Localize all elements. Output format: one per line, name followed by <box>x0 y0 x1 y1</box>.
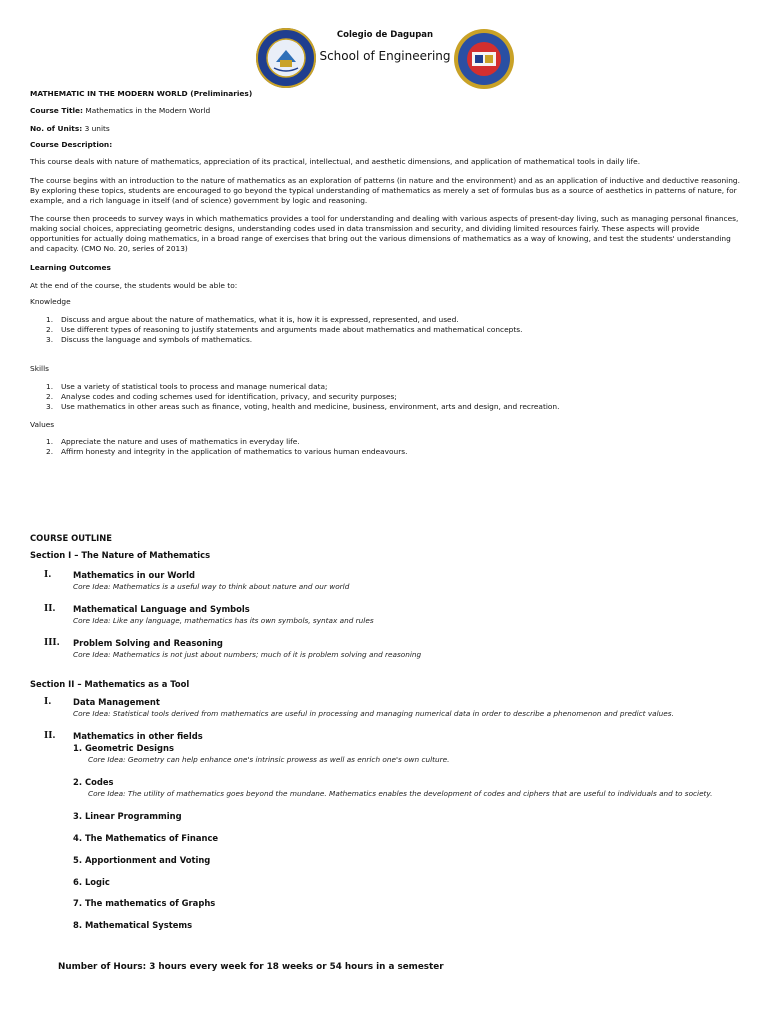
list-item: 3. Discuss the language and symbols of mathematics. <box>46 335 253 344</box>
skills-list <box>30 382 730 412</box>
topic-title: Problem Solving and Reasoning <box>73 638 223 648</box>
list-item: 1. Use a variety of statistical tools to process and manage numerical data; <box>46 382 328 391</box>
list-item: 2. Analyse codes and coding schemes used for identification, privacy, and security purposes; <box>46 392 397 401</box>
course-description-paragraph-3: The course then proceeds to survey ways in which mathematics provides a tool for understanding and dealing with various aspects of present-day living, such as managing personal finances, making social choices, appreciating geometric designs, understanding codes used in data transmission and security, and dividing limited resources fairly. These aspects will provide opportunities for actually doing mathematics, in a broad range of exercises that bring out the various dimensions of mathematics as a way of knowing, and test the students' understanding and capacity. (CMO No. 20, series of 2013) <box>30 214 739 253</box>
course-description-paragraph-1: This course deals with nature of mathematics, appreciation of its practical, intellectual, and aesthetic dimensions, and application of mathematical tools in daily life. <box>30 157 641 166</box>
learning-outcomes-heading: Learning Outcomes <box>30 263 111 272</box>
school-name: School of Engineering <box>319 49 451 63</box>
section-1-title: Section I – The Nature of Mathematics <box>30 550 211 560</box>
topic-title: Mathematics in other fields <box>73 731 203 741</box>
course-description-paragraph-2: The course begins with an introduction to the nature of mathematics as an exploration of patterns (in nature and the environment) and as an application of inductive and deductive reasoning. By exploring these topics, students are encouraged to go beyond the typical understanding of mathematics as merely a set of formulas bus as a source of aesthetics in patterns of nature, for example, and a rich language in itself (and of science) government by logic and reasoning. <box>30 176 740 205</box>
number-of-hours: Number of Hours: 3 hours every week for 18 weeks or 54 hours in a semester <box>58 962 444 972</box>
subtopic: 8. Mathematical Systems <box>73 920 193 930</box>
list-item: 1. Appreciate the nature and uses of mathematics in everyday life. <box>46 437 300 446</box>
roman-numeral: III. <box>44 638 60 648</box>
core-idea: Core Idea: Like any language, mathematics has its own symbols, syntax and rules <box>73 616 374 625</box>
list-item: 2. Use different types of reasoning to justify statements and arguments made about mathematics and mathematical concepts. <box>46 325 523 334</box>
topic-title: Data Management <box>73 697 160 707</box>
core-idea: Core Idea: Statistical tools derived from mathematics are useful in processing and managing numerical data in order to describe a phenomenon and predict values. <box>73 709 674 718</box>
core-idea: Core Idea: Mathematics is a useful way to think about nature and our world <box>73 582 350 591</box>
course-outline-heading: COURSE OUTLINE <box>30 533 112 543</box>
skills-label: Skills <box>30 364 49 373</box>
list-item: 2. Affirm honesty and integrity in the application of mathematics to various human endeavours. <box>46 447 408 456</box>
section-2-title: Section II – Mathematics as a Tool <box>30 679 190 689</box>
core-idea: Core Idea: The utility of mathematics goes beyond the mundane. Mathematics enables the development of codes and ciphers that are useful to individuals and to society. <box>88 789 713 798</box>
core-idea: Core Idea: Geometry can help enhance one's intrinsic prowess as well as enrich one's own culture. <box>88 755 450 764</box>
list-item: 3. Use mathematics in other areas such as finance, voting, health and medicine, business, environment, arts and design, and recreation. <box>46 402 560 411</box>
core-idea: Core Idea: Mathematics is not just about numbers; much of it is problem solving and reasoning <box>73 650 422 659</box>
subtopic: 6. Logic <box>73 877 110 887</box>
roman-numeral: I. <box>44 570 52 580</box>
course-description-label: Course Description: <box>30 140 113 149</box>
course-title: Course Title: Mathematics in the Modern World <box>30 106 211 115</box>
knowledge-label: Knowledge <box>30 297 71 306</box>
learning-outcomes-intro: At the end of the course, the students would be able to: <box>30 281 238 290</box>
subtopic: 1. Geometric Designs <box>73 743 174 753</box>
subtopic: 7. The mathematics of Graphs <box>73 898 216 908</box>
roman-numeral: II. <box>44 604 56 614</box>
subtopic: 5. Apportionment and Voting <box>73 855 211 865</box>
topic-title: Mathematics in our World <box>73 570 195 580</box>
institution-name: Colegio de Dagupan <box>336 30 434 40</box>
values-label: Values <box>30 420 55 429</box>
roman-numeral: II. <box>44 731 56 741</box>
subtopic: 2. Codes <box>73 777 114 787</box>
document-title: MATHEMATIC IN THE MODERN WORLD (Preliminaries) <box>30 89 253 98</box>
knowledge-list <box>30 315 730 345</box>
values-list <box>30 437 730 457</box>
engineering-seal-logo <box>453 28 513 88</box>
subtopic: 3. Linear Programming <box>73 811 182 821</box>
subtopic: 4. The Mathematics of Finance <box>73 833 219 843</box>
list-item: 1. Discuss and argue about the nature of mathematics, what it is, how it is expressed, represented, and used. <box>46 315 459 324</box>
topic-title: Mathematical Language and Symbols <box>73 604 250 614</box>
course-units: No. of Units: 3 units <box>30 124 110 133</box>
roman-numeral: I. <box>44 697 52 707</box>
